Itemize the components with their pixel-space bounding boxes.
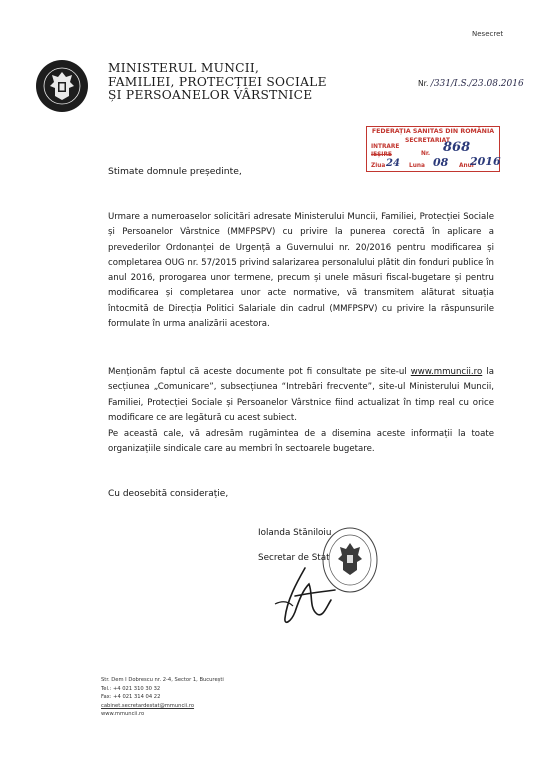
footer-website-link[interactable]: www.mmuncii.ro [101,711,145,718]
entry-stamp [366,126,500,172]
footer-email-link[interactable]: cabinet.secretardestat@mmuncii.ro [101,702,195,709]
stamp-year-label: Anul [459,163,474,169]
ministry-line-1: MINISTERUL MUNCII, [108,61,260,75]
ministry-line-3: ȘI PERSOANELOR VÂRSTNICE [108,88,313,102]
stamp-nr-label: Nr. [421,151,431,157]
paragraph-2-text-start: Menționăm faptul că aceste documente pot fi consultate pe site-ul [108,367,411,377]
registration-prefix: Nr. [418,79,429,88]
closing-phrase: Cu deosebită considerație, [108,489,229,499]
classification-label: Nesecret [472,30,504,38]
salutation: Stimate domnule președinte, [108,166,242,177]
footer-fax: Fax: +4 021 314 04 22 [101,694,161,701]
stamp-department: SECRETARIAT [405,137,450,144]
signatory-role: Secretar de Stat [258,553,330,563]
ministry-line-2: FAMILIEI, PROTECȚIEI SOCIALE [108,74,327,89]
stamp-day-label: Ziua [371,163,386,169]
stamp-exit-label: IEȘIRE [371,152,392,158]
stamp-year-value: 2016 [470,155,501,168]
ministry-name [108,62,327,103]
stamp-day-value: 24 [386,158,400,169]
footer-phone: Tel.: +4 021 310 30 32 [101,685,161,692]
body-paragraph-2 [108,365,494,426]
paragraph-2-text-end: la secțiunea „Comunicare”, subsecțiunea “Intrebări frecvente”, site-ul Ministerului Muncii, Familiei, Protecției Sociale și Persoanelor Vârstnice fiind actualizat în timp real cu orice modificare ce are legătură cu acest subiect. [108,367,494,423]
body-paragraph-3: Pe această cale, vă adresăm rugămintea de a disemina aceste informații la toate organizațiile sindicale care au membri în sectoarele bugetare. [108,429,494,455]
stamp-month-label: Luna [409,163,425,169]
handwritten-signature [265,560,355,630]
government-emblem [36,60,88,112]
stamp-organization: FEDERAȚIA SANITAS DIN ROMÂNIA [371,128,495,135]
stamp-month-value: 08 [433,156,449,169]
contact-footer [101,676,224,719]
ministry-website-link[interactable]: www.mmuncii.ro [410,367,483,377]
footer-address: Str. Dem I Dobrescu nr. 2-4, Sector 1, București [101,677,224,683]
body-paragraph-1: Urmare a numeroaselor solicitări adresate Ministerului Muncii, Familiei, Protecției Sociale și Persoanelor Vârstnice (MMFPSPV) cu privire la punerea corectă în aplicare a prevederilor Ordonanței de Urgență a Guvernului nr. 20/2016 pentru modificarea și completarea OUG nr. 57/2015 privind salarizarea personalului plătit din fonduri publice în anul 2016, prorogarea unor termene, precum și unele măsuri fiscal-bugetare și pentru modificarea și completarea unor acte normative, vă transmitem alăturat situația întocmită de Direcția Politici Salariale din cadrul (MMFPSPV) cu privire la răspunsurile formulate în urma analizării acestora. [108,212,494,330]
registration-number [418,79,524,89]
stamp-entry-label: INTRARE [371,144,400,150]
stamp-nr-value: 868 [443,140,471,155]
signatory-name: Iolanda Stăniloiu [258,528,332,538]
registration-value: /331/I.S./23.08.2016 [430,79,524,89]
